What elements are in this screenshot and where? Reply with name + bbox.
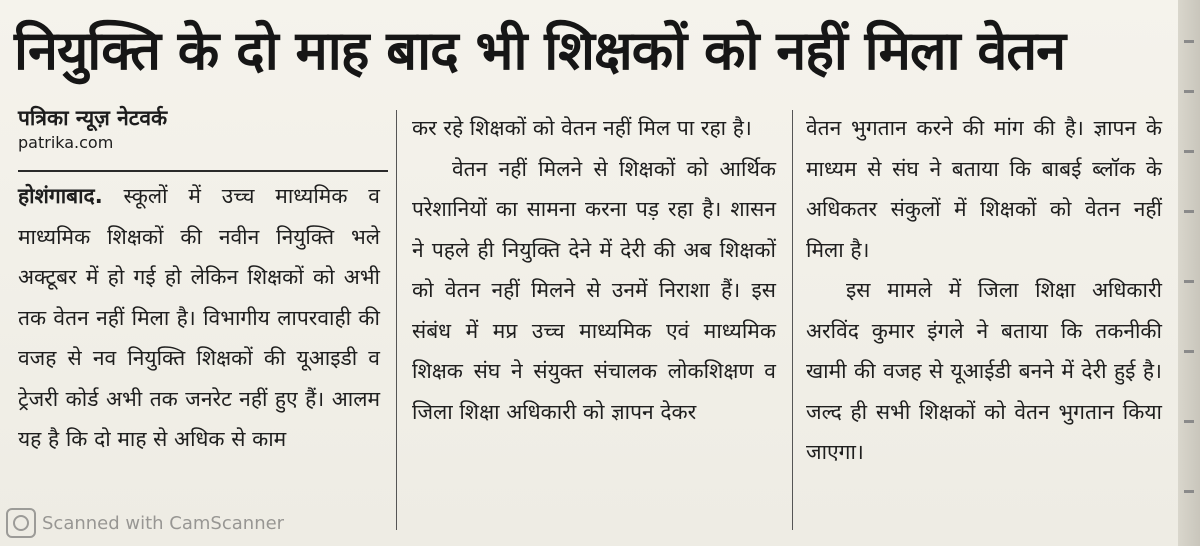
- website: patrika.com: [18, 133, 114, 152]
- article-column-3: [806, 108, 1162, 473]
- byline-block: [18, 104, 388, 170]
- article-paragraph: इस मामले में जिला शिक्षा अधिकारी अरविंद कुमार इंगले ने बताया कि तकनीकी खामी की वजह से यूआईडी बनने में देरी हुई है। जल्द ही सभी शिक्षकों को वेतन भुगतान किया जाएगा।: [806, 278, 1162, 464]
- camscanner-logo-icon: [6, 508, 36, 538]
- article-column-2: [412, 108, 776, 432]
- watermark-text: Scanned with CamScanner: [42, 512, 285, 534]
- column-divider: [792, 110, 793, 530]
- page-edge: [1178, 0, 1200, 546]
- paragraph-text: स्कूलों में उच्च माध्यमिक व माध्यमिक शिक्षकों की नवीन नियुक्ति भले अक्टूबर में हो गई हो लेकिन शिक्षकों को अभी तक वेतन नहीं मिला है। विभागीय लापरवाही की वजह से नव नियुक्ति शिक्षकों की यूआइडी व ट्रेजरी कोर्ड अभी तक जनरेट नहीं हुए हैं। आलम यह है कि दो माह से अधिक से काम: [18, 184, 380, 451]
- headline: नियुक्ति के दो माह बाद भी शिक्षकों को नहीं मिला वेतन: [14, 19, 1066, 82]
- article-paragraph: वेतन नहीं मिलने से शिक्षकों को आर्थिक परेशानियों का सामना करना पड़ रहा है। शासन ने पहले ही नियुक्ति देने में देरी की अब शिक्षकों को वेतन नहीं मिलने से उनमें निराशा हैं। इस संबंध में मप्र उच्च माध्यमिक एवं माध्यमिक शिक्षक संघ ने संयुक्त संचालक लोकशिक्षण व जिला शिक्षा अधिकारी को ज्ञापन देकर: [412, 156, 776, 424]
- scanner-watermark: [6, 506, 336, 540]
- dateline: होशंगाबाद.: [18, 184, 103, 208]
- byline: पत्रिका न्यूज़ नेटवर्क: [18, 106, 168, 130]
- byline-divider: [18, 170, 388, 172]
- article-paragraph: [18, 176, 380, 460]
- article-column-1: [18, 176, 380, 460]
- article-paragraph: कर रहे शिक्षकों को वेतन नहीं मिल पा रहा है।: [412, 116, 752, 140]
- column-divider: [396, 110, 397, 530]
- article-paragraph: वेतन भुगतान करने की मांग की है। ज्ञापन के माध्यम से संघ ने बताया कि बाबई ब्लॉक के अधिकतर संकुलों में शिक्षकों को वेतन नहीं मिला है।: [806, 116, 1162, 262]
